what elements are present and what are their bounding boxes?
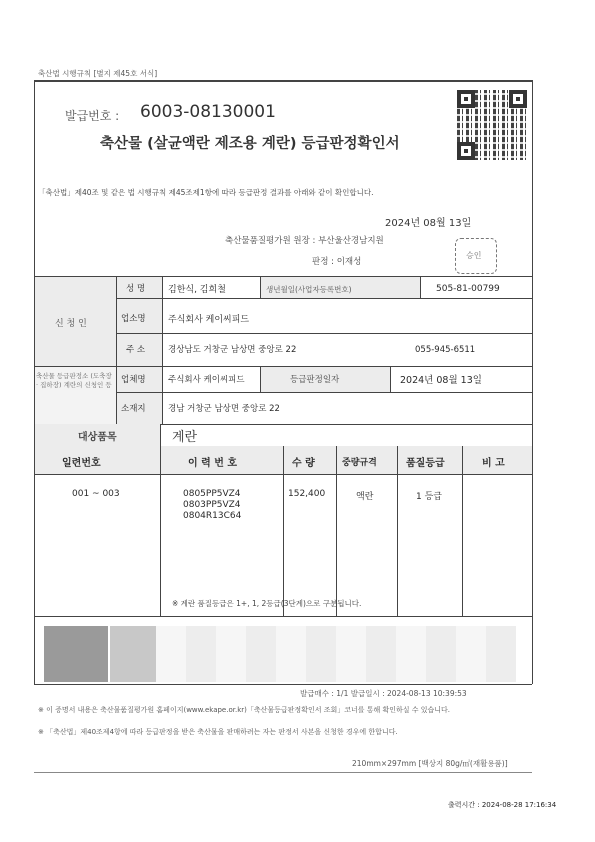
row-grade: 1 등급 xyxy=(416,492,442,502)
row-serial: 001 ~ 003 xyxy=(72,489,120,499)
company-value: 주식회사 케이씨피드 xyxy=(168,315,250,325)
row-line xyxy=(34,366,532,367)
workplace-label: 업체명 xyxy=(121,375,146,385)
phone-value: 055-945-6511 xyxy=(415,345,476,355)
row-line xyxy=(116,333,532,334)
top-border xyxy=(34,80,532,82)
name-value: 김한식, 김희철 xyxy=(168,285,226,295)
location-value: 경남 거창군 남상면 중앙로 22 xyxy=(168,404,280,414)
birth-label: 생년월일(사업자등록번호) xyxy=(266,285,352,294)
col-line xyxy=(336,446,337,616)
col-line xyxy=(260,276,261,298)
row-line xyxy=(34,684,532,685)
seal-text: 승인 xyxy=(466,251,482,260)
header-quantity: 수 량 xyxy=(292,458,315,469)
header-serial: 일련번호 xyxy=(62,458,101,469)
col-line xyxy=(160,424,161,446)
workplace-value: 주식회사 케이씨피드 xyxy=(168,375,245,385)
col-line xyxy=(390,366,391,392)
stamp-image-icon xyxy=(44,626,108,682)
watermark-icon xyxy=(110,626,156,682)
row-weight: 액란 xyxy=(356,492,374,502)
col-line xyxy=(462,446,463,616)
row-line xyxy=(116,392,532,393)
grading-date-label: 등급판정일자 xyxy=(290,375,340,385)
page-info: 발급매수 : 1/1 발급일시 : 2024-08-13 10:39:53 xyxy=(300,689,467,698)
form-reference: 축산법 시행규칙 [별지 제45호 서식] xyxy=(38,69,158,78)
qr-code-icon xyxy=(457,90,527,160)
birth-value: 505-81-00799 xyxy=(436,284,500,294)
bottom-border xyxy=(34,772,532,773)
official-seal-icon xyxy=(455,238,497,274)
table-note: ※ 계란 품질등급은 1+, 1, 2등급(3단계)으로 구분됩니다. xyxy=(172,599,362,608)
row-trace-number-2: 0803PP5VZ4 xyxy=(183,500,241,510)
col-line xyxy=(162,276,163,424)
issuer: 축산물품질평가원 원장 : 부산울산경남지원 xyxy=(225,236,384,246)
row-line xyxy=(116,298,532,299)
name-label: 성 명 xyxy=(126,284,146,294)
issue-number: 6003-08130001 xyxy=(140,102,276,122)
row-trace-number-1: 0805PP5VZ4 xyxy=(183,489,241,499)
col-line xyxy=(116,276,117,424)
col-line xyxy=(420,276,421,298)
header-trace-number: 이 력 번 호 xyxy=(188,458,238,469)
header-weight: 중량규격 xyxy=(342,458,377,468)
footnote-1: ※ 이 증명서 내용은 축산물품질평가원 홈페이지(www.ekape.or.kr)「축산물등급판정확인서 조회」코너를 통해 확인하실 수 있습니다. xyxy=(38,706,451,714)
col-line xyxy=(160,446,161,616)
location-label: 소재지 xyxy=(121,404,146,414)
issue-date: 2024년 08월 13일 xyxy=(385,218,472,229)
row-quantity: 152,400 xyxy=(288,489,326,499)
issue-number-label: 발급번호 : xyxy=(65,109,120,123)
document-title: 축산물 (살균액란 제조용 계란) 등급판정확인서 xyxy=(100,136,400,152)
applicant-label: 신 청 인 xyxy=(55,319,87,329)
grader: 판정 : 이재성 xyxy=(312,257,362,267)
grading-date-value: 2024년 08월 13일 xyxy=(400,375,482,386)
side-note: 축산물 등급판정소 (도축장 · 집하장) 계란의 신청인 등 xyxy=(36,372,112,389)
col-line xyxy=(283,446,284,616)
header-remark: 비 고 xyxy=(482,458,505,469)
row-line xyxy=(34,276,532,277)
statement-text: 「축산법」제40조 및 같은 법 시행규칙 제45조제1항에 따라 등급판정 결과를 아래와 같이 확인합니다. xyxy=(38,188,374,197)
footnote-2: ※ 「축산법」제40조제4항에 따라 등급판정을 받은 축산물을 판매하려는 자는 판정서 사본을 신청한 경우에 한합니다. xyxy=(38,728,398,736)
col-line xyxy=(397,446,398,616)
company-label: 업소명 xyxy=(121,314,146,324)
frame-right xyxy=(532,80,533,684)
security-pattern xyxy=(156,626,516,682)
address-label: 주 소 xyxy=(126,345,146,355)
address-value: 경상남도 거창군 남상면 중앙로 22 xyxy=(168,345,297,355)
target-label: 대상품목 xyxy=(78,432,117,443)
print-time: 출력시간 : 2024-08-28 17:16:34 xyxy=(448,801,557,809)
row-trace-number-3: 0804R13C64 xyxy=(183,511,242,521)
row-line xyxy=(34,616,532,617)
col-line xyxy=(260,366,261,392)
header-grade: 품질등급 xyxy=(406,458,445,469)
frame-left xyxy=(34,80,35,684)
paper-size: 210mm×297mm [백상지 80g/㎡(재활용품)] xyxy=(352,759,508,768)
target-value: 계란 xyxy=(172,430,198,445)
